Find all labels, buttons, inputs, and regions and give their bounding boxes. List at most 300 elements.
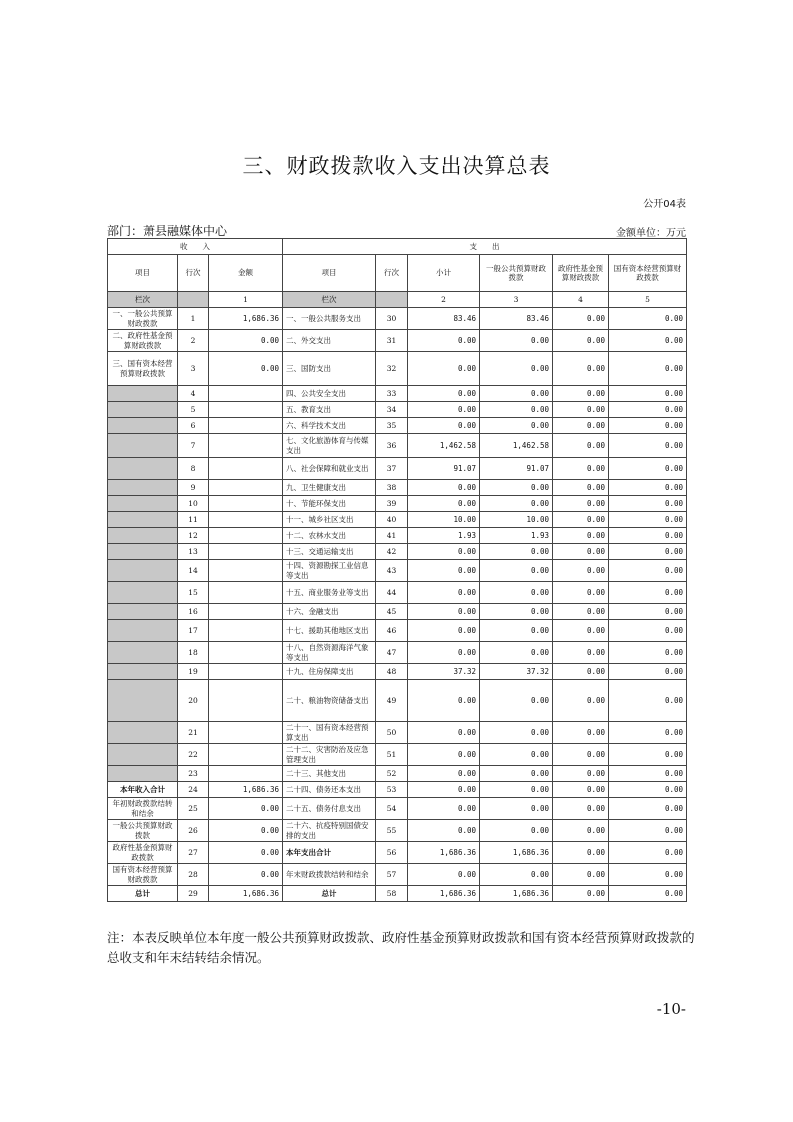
expense-row-no: 41 xyxy=(376,528,408,544)
expense-row-no: 43 xyxy=(376,560,408,582)
general-budget-value: 0.00 xyxy=(480,798,553,820)
expense-item: 二十四、债务还本支出 xyxy=(283,782,376,798)
income-row-no: 18 xyxy=(178,642,209,664)
expense-item: 七、文化旅游体育与传媒支出 xyxy=(283,434,376,458)
state-capital-value: 0.00 xyxy=(609,722,687,744)
subtotal-value: 0.00 xyxy=(408,544,480,560)
gov-fund-value: 0.00 xyxy=(553,680,609,722)
expense-row-no: 38 xyxy=(376,480,408,496)
income-amount xyxy=(209,418,283,434)
general-budget-value: 1.93 xyxy=(480,528,553,544)
income-amount: 0.00 xyxy=(209,820,283,842)
general-budget-value: 0.00 xyxy=(480,620,553,642)
subtotal-value: 0.00 xyxy=(408,496,480,512)
table-row xyxy=(108,308,687,330)
table-row xyxy=(108,820,687,842)
general-budget-value: 0.00 xyxy=(480,680,553,722)
state-capital-value: 0.00 xyxy=(609,528,687,544)
income-row-no: 24 xyxy=(178,782,209,798)
table-row xyxy=(108,386,687,402)
gov-fund-value: 0.00 xyxy=(553,560,609,582)
col-5: 5 xyxy=(609,292,687,308)
income-row-no: 10 xyxy=(178,496,209,512)
general-budget-value: 0.00 xyxy=(480,864,553,886)
income-item xyxy=(108,418,178,434)
income-row-no: 29 xyxy=(178,886,209,902)
table-row xyxy=(108,680,687,722)
expense-item: 二十三、其他支出 xyxy=(283,766,376,782)
state-capital-value: 0.00 xyxy=(609,680,687,722)
subtotal-value: 10.00 xyxy=(408,512,480,528)
general-budget-value: 0.00 xyxy=(480,722,553,744)
income-amount xyxy=(209,496,283,512)
income-amount xyxy=(209,386,283,402)
subtotal-value: 0.00 xyxy=(408,386,480,402)
gov-fund-value: 0.00 xyxy=(553,496,609,512)
gov-fund-value: 0.00 xyxy=(553,528,609,544)
income-row-no: 5 xyxy=(178,402,209,418)
table-row xyxy=(108,560,687,582)
table-row xyxy=(108,352,687,386)
income-amount: 0.00 xyxy=(209,864,283,886)
income-item xyxy=(108,434,178,458)
state-capital-value: 0.00 xyxy=(609,386,687,402)
table-row xyxy=(108,528,687,544)
gov-fund-value: 0.00 xyxy=(553,418,609,434)
table-row xyxy=(108,418,687,434)
expense-item: 八、社会保障和就业支出 xyxy=(283,458,376,480)
table-row xyxy=(108,664,687,680)
expense-item: 一、一般公共服务支出 xyxy=(283,308,376,330)
income-amount xyxy=(209,434,283,458)
subtotal-value: 0.00 xyxy=(408,680,480,722)
expense-row-no: 53 xyxy=(376,782,408,798)
gov-fund-value: 0.00 xyxy=(553,798,609,820)
expense-item: 十二、农林水支出 xyxy=(283,528,376,544)
subtotal-value: 0.00 xyxy=(408,722,480,744)
income-row-no: 3 xyxy=(178,352,209,386)
subtotal-value: 0.00 xyxy=(408,864,480,886)
income-amount: 0.00 xyxy=(209,798,283,820)
table-row xyxy=(108,544,687,560)
subtotal-value: 1,462.58 xyxy=(408,434,480,458)
state-capital-value: 0.00 xyxy=(609,512,687,528)
table-row xyxy=(108,864,687,886)
gov-fund-value: 0.00 xyxy=(553,352,609,386)
income-item: 年初财政拨款结转和结余 xyxy=(108,798,178,820)
state-capital-value: 0.00 xyxy=(609,744,687,766)
income-item: 一、一般公共预算财政拨款 xyxy=(108,308,178,330)
expense-row-no: 57 xyxy=(376,864,408,886)
expense-item: 十六、金融支出 xyxy=(283,604,376,620)
expense-rowno-header: 行次 xyxy=(376,255,408,292)
expense-row-no: 33 xyxy=(376,386,408,402)
general-budget-value: 0.00 xyxy=(480,418,553,434)
expense-item: 十三、交通运输支出 xyxy=(283,544,376,560)
income-amount xyxy=(209,680,283,722)
col-4: 4 xyxy=(553,292,609,308)
subtotal-value: 0.00 xyxy=(408,480,480,496)
income-item: 一般公共预算财政拨款 xyxy=(108,820,178,842)
general-budget-value: 0.00 xyxy=(480,330,553,352)
state-capital-value: 0.00 xyxy=(609,434,687,458)
state-capital-value: 0.00 xyxy=(609,330,687,352)
income-item xyxy=(108,402,178,418)
subtotal-value: 91.07 xyxy=(408,458,480,480)
expense-item: 二十二、灾害防治及应急管理支出 xyxy=(283,744,376,766)
income-item xyxy=(108,620,178,642)
state-capital-header: 国有资本经营预算财政拨款 xyxy=(609,255,687,292)
general-budget-value: 1,686.36 xyxy=(480,842,553,864)
income-item: 总计 xyxy=(108,886,178,902)
income-item xyxy=(108,722,178,744)
subtotal-value: 0.00 xyxy=(408,352,480,386)
general-budget-value: 0.00 xyxy=(480,386,553,402)
general-budget-value: 0.00 xyxy=(480,582,553,604)
subtotal-value: 1,686.36 xyxy=(408,842,480,864)
expense-item: 十八、自然资源海洋气象等支出 xyxy=(283,642,376,664)
gov-fund-value: 0.00 xyxy=(553,582,609,604)
income-row-no: 11 xyxy=(178,512,209,528)
general-budget-value: 1,686.36 xyxy=(480,886,553,902)
col-3: 3 xyxy=(480,292,553,308)
general-budget-value: 0.00 xyxy=(480,402,553,418)
income-item xyxy=(108,664,178,680)
subtotal-header: 小计 xyxy=(408,255,480,292)
income-item xyxy=(108,744,178,766)
income-item-header: 项目 xyxy=(108,255,178,292)
expense-item: 二十五、债务付息支出 xyxy=(283,798,376,820)
expense-row-no: 58 xyxy=(376,886,408,902)
unit-label: 金额单位：万元 xyxy=(616,228,686,239)
col-label-blank xyxy=(376,292,408,308)
income-row-no: 27 xyxy=(178,842,209,864)
table-row xyxy=(108,886,687,902)
income-row-no: 25 xyxy=(178,798,209,820)
table-row xyxy=(108,582,687,604)
expense-row-no: 49 xyxy=(376,680,408,722)
expense-row-no: 52 xyxy=(376,766,408,782)
income-item xyxy=(108,512,178,528)
table-row xyxy=(108,744,687,766)
gov-fund-value: 0.00 xyxy=(553,402,609,418)
income-row-no: 23 xyxy=(178,766,209,782)
income-amount: 0.00 xyxy=(209,330,283,352)
state-capital-value: 0.00 xyxy=(609,604,687,620)
expense-item: 十、节能环保支出 xyxy=(283,496,376,512)
expense-item: 二、外交支出 xyxy=(283,330,376,352)
income-row-no: 2 xyxy=(178,330,209,352)
income-amount xyxy=(209,766,283,782)
state-capital-value: 0.00 xyxy=(609,496,687,512)
expense-item: 二十六、抗疫特别国债安排的支出 xyxy=(283,820,376,842)
col-1: 1 xyxy=(209,292,283,308)
state-capital-value: 0.00 xyxy=(609,352,687,386)
state-capital-value: 0.00 xyxy=(609,480,687,496)
department-label: 部门：萧县融媒体中心 xyxy=(107,224,228,238)
table-row xyxy=(108,842,687,864)
state-capital-value: 0.00 xyxy=(609,864,687,886)
gov-fund-value: 0.00 xyxy=(553,722,609,744)
income-amount: 1,686.36 xyxy=(209,886,283,902)
expense-row-no: 56 xyxy=(376,842,408,864)
table-row xyxy=(108,604,687,620)
subtotal-value: 0.00 xyxy=(408,766,480,782)
table-row xyxy=(108,496,687,512)
state-capital-value: 0.00 xyxy=(609,402,687,418)
income-item xyxy=(108,582,178,604)
income-row-no: 12 xyxy=(178,528,209,544)
table-row xyxy=(108,330,687,352)
expense-row-no: 40 xyxy=(376,512,408,528)
expense-row-no: 47 xyxy=(376,642,408,664)
general-budget-value: 37.32 xyxy=(480,664,553,680)
expense-row-no: 39 xyxy=(376,496,408,512)
general-budget-header: 一般公共预算财政拨款 xyxy=(480,255,553,292)
income-amount xyxy=(209,480,283,496)
income-item: 国有资本经营预算财政拨款 xyxy=(108,864,178,886)
expense-row-no: 30 xyxy=(376,308,408,330)
income-item: 政府性基金预算财政拨款 xyxy=(108,842,178,864)
income-row-no: 1 xyxy=(178,308,209,330)
subtotal-value: 0.00 xyxy=(408,402,480,418)
subtotal-value: 0.00 xyxy=(408,798,480,820)
subtotal-value: 83.46 xyxy=(408,308,480,330)
income-item xyxy=(108,480,178,496)
income-item xyxy=(108,642,178,664)
state-capital-value: 0.00 xyxy=(609,418,687,434)
income-row-no: 13 xyxy=(178,544,209,560)
income-amount: 1,686.36 xyxy=(209,782,283,798)
general-budget-value: 0.00 xyxy=(480,604,553,620)
footnote: 注：本表反映单位本年度一般公共预算财政拨款、政府性基金预算财政拨款和国有资本经营预算财政拨款的总收支和年末结转结余情况。 xyxy=(107,930,695,965)
expense-row-no: 54 xyxy=(376,798,408,820)
general-budget-value: 10.00 xyxy=(480,512,553,528)
income-row-no: 19 xyxy=(178,664,209,680)
expense-row-no: 34 xyxy=(376,402,408,418)
expense-row-no: 35 xyxy=(376,418,408,434)
table-row xyxy=(108,512,687,528)
income-row-no: 21 xyxy=(178,722,209,744)
expense-item: 十一、城乡社区支出 xyxy=(283,512,376,528)
income-amount: 0.00 xyxy=(209,842,283,864)
expense-row-no: 44 xyxy=(376,582,408,604)
col-label: 栏次 xyxy=(108,292,178,308)
general-budget-value: 0.00 xyxy=(480,352,553,386)
income-amount xyxy=(209,620,283,642)
col-label-blank xyxy=(178,292,209,308)
expense-item: 十五、商业服务业等支出 xyxy=(283,582,376,604)
income-amount-header: 金额 xyxy=(209,255,283,292)
state-capital-value: 0.00 xyxy=(609,308,687,330)
state-capital-value: 0.00 xyxy=(609,664,687,680)
general-budget-value: 0.00 xyxy=(480,480,553,496)
gov-fund-value: 0.00 xyxy=(553,458,609,480)
general-budget-value: 0.00 xyxy=(480,560,553,582)
income-amount xyxy=(209,664,283,680)
income-item xyxy=(108,544,178,560)
income-row-no: 7 xyxy=(178,434,209,458)
expense-row-no: 51 xyxy=(376,744,408,766)
income-item xyxy=(108,680,178,722)
subtotal-value: 0.00 xyxy=(408,604,480,620)
gov-fund-value: 0.00 xyxy=(553,782,609,798)
gov-fund-value: 0.00 xyxy=(553,842,609,864)
expense-item-header: 项目 xyxy=(283,255,376,292)
general-budget-value: 91.07 xyxy=(480,458,553,480)
expense-row-no: 42 xyxy=(376,544,408,560)
income-row-no: 26 xyxy=(178,820,209,842)
state-capital-value: 0.00 xyxy=(609,560,687,582)
gov-fund-value: 0.00 xyxy=(553,864,609,886)
expense-item: 九、卫生健康支出 xyxy=(283,480,376,496)
gov-fund-value: 0.00 xyxy=(553,820,609,842)
general-budget-value: 0.00 xyxy=(480,820,553,842)
state-capital-value: 0.00 xyxy=(609,886,687,902)
income-item xyxy=(108,560,178,582)
income-row-no: 17 xyxy=(178,620,209,642)
state-capital-value: 0.00 xyxy=(609,842,687,864)
general-budget-value: 0.00 xyxy=(480,544,553,560)
col-label: 栏次 xyxy=(283,292,376,308)
subtotal-value: 0.00 xyxy=(408,782,480,798)
subtotal-value: 0.00 xyxy=(408,744,480,766)
income-item xyxy=(108,528,178,544)
subtotal-value: 0.00 xyxy=(408,642,480,664)
general-budget-value: 0.00 xyxy=(480,766,553,782)
income-header: 收 入 xyxy=(108,239,283,255)
general-budget-value: 0.00 xyxy=(480,744,553,766)
income-item xyxy=(108,604,178,620)
expense-row-no: 32 xyxy=(376,352,408,386)
expense-item: 六、科学技术支出 xyxy=(283,418,376,434)
income-amount: 1,686.36 xyxy=(209,308,283,330)
general-budget-value: 0.00 xyxy=(480,642,553,664)
expense-row-no: 31 xyxy=(376,330,408,352)
income-amount xyxy=(209,582,283,604)
form-code: 公开04表 xyxy=(643,199,686,210)
income-row-no: 22 xyxy=(178,744,209,766)
gov-fund-value: 0.00 xyxy=(553,620,609,642)
expense-item: 年末财政拨款结转和结余 xyxy=(283,864,376,886)
expense-item: 三、国防支出 xyxy=(283,352,376,386)
income-row-no: 4 xyxy=(178,386,209,402)
gov-fund-value: 0.00 xyxy=(553,480,609,496)
expense-row-no: 55 xyxy=(376,820,408,842)
income-amount xyxy=(209,560,283,582)
income-item: 三、国有资本经营预算财政拨款 xyxy=(108,352,178,386)
table-row xyxy=(108,434,687,458)
income-row-no: 16 xyxy=(178,604,209,620)
expense-row-no: 45 xyxy=(376,604,408,620)
income-row-no: 6 xyxy=(178,418,209,434)
state-capital-value: 0.00 xyxy=(609,582,687,604)
income-amount xyxy=(209,642,283,664)
expense-row-no: 50 xyxy=(376,722,408,744)
expense-row-no: 37 xyxy=(376,458,408,480)
gov-fund-value: 0.00 xyxy=(553,886,609,902)
state-capital-value: 0.00 xyxy=(609,820,687,842)
income-row-no: 9 xyxy=(178,480,209,496)
gov-fund-value: 0.00 xyxy=(553,766,609,782)
table-row xyxy=(108,642,687,664)
table-row xyxy=(108,458,687,480)
gov-fund-value: 0.00 xyxy=(553,604,609,620)
income-amount xyxy=(209,402,283,418)
income-amount xyxy=(209,604,283,620)
income-item xyxy=(108,496,178,512)
expense-item: 总计 xyxy=(283,886,376,902)
income-row-no: 8 xyxy=(178,458,209,480)
income-row-no: 20 xyxy=(178,680,209,722)
income-amount xyxy=(209,512,283,528)
table-row xyxy=(108,402,687,418)
table-row xyxy=(108,620,687,642)
gov-fund-value: 0.00 xyxy=(553,434,609,458)
state-capital-value: 0.00 xyxy=(609,458,687,480)
income-amount xyxy=(209,544,283,560)
income-item: 二、政府性基金预算财政拨款 xyxy=(108,330,178,352)
state-capital-value: 0.00 xyxy=(609,766,687,782)
income-amount xyxy=(209,722,283,744)
income-row-no: 14 xyxy=(178,560,209,582)
expense-item: 本年支出合计 xyxy=(283,842,376,864)
table-row xyxy=(108,722,687,744)
subtotal-value: 1,686.36 xyxy=(408,886,480,902)
income-rowno-header: 行次 xyxy=(178,255,209,292)
state-capital-value: 0.00 xyxy=(609,620,687,642)
gov-fund-header: 政府性基金预算财政拨款 xyxy=(553,255,609,292)
expense-item: 四、公共安全支出 xyxy=(283,386,376,402)
state-capital-value: 0.00 xyxy=(609,544,687,560)
income-item xyxy=(108,766,178,782)
page-title: 三、财政拨款收入支出决算总表 xyxy=(242,154,551,178)
income-amount xyxy=(209,528,283,544)
general-budget-value: 1,462.58 xyxy=(480,434,553,458)
gov-fund-value: 0.00 xyxy=(553,512,609,528)
income-item xyxy=(108,458,178,480)
state-capital-value: 0.00 xyxy=(609,642,687,664)
gov-fund-value: 0.00 xyxy=(553,744,609,766)
col-2: 2 xyxy=(408,292,480,308)
gov-fund-value: 0.00 xyxy=(553,664,609,680)
expense-row-no: 46 xyxy=(376,620,408,642)
gov-fund-value: 0.00 xyxy=(553,642,609,664)
income-item xyxy=(108,386,178,402)
subtotal-value: 37.32 xyxy=(408,664,480,680)
subtotal-value: 0.00 xyxy=(408,620,480,642)
income-row-no: 28 xyxy=(178,864,209,886)
subtotal-value: 0.00 xyxy=(408,582,480,604)
table-row xyxy=(108,480,687,496)
expense-row-no: 48 xyxy=(376,664,408,680)
expense-item: 二十、粮油物资储备支出 xyxy=(283,680,376,722)
income-row-no: 15 xyxy=(178,582,209,604)
subtotal-value: 0.00 xyxy=(408,560,480,582)
subtotal-value: 1.93 xyxy=(408,528,480,544)
expense-item: 十七、援助其他地区支出 xyxy=(283,620,376,642)
expense-item: 五、教育支出 xyxy=(283,402,376,418)
table-row xyxy=(108,782,687,798)
subtotal-value: 0.00 xyxy=(408,820,480,842)
subtotal-value: 0.00 xyxy=(408,418,480,434)
gov-fund-value: 0.00 xyxy=(553,544,609,560)
income-item: 本年收入合计 xyxy=(108,782,178,798)
budget-summary-table xyxy=(107,238,687,902)
general-budget-value: 83.46 xyxy=(480,308,553,330)
income-amount xyxy=(209,744,283,766)
expense-item: 十四、资源勘探工业信息等支出 xyxy=(283,560,376,582)
